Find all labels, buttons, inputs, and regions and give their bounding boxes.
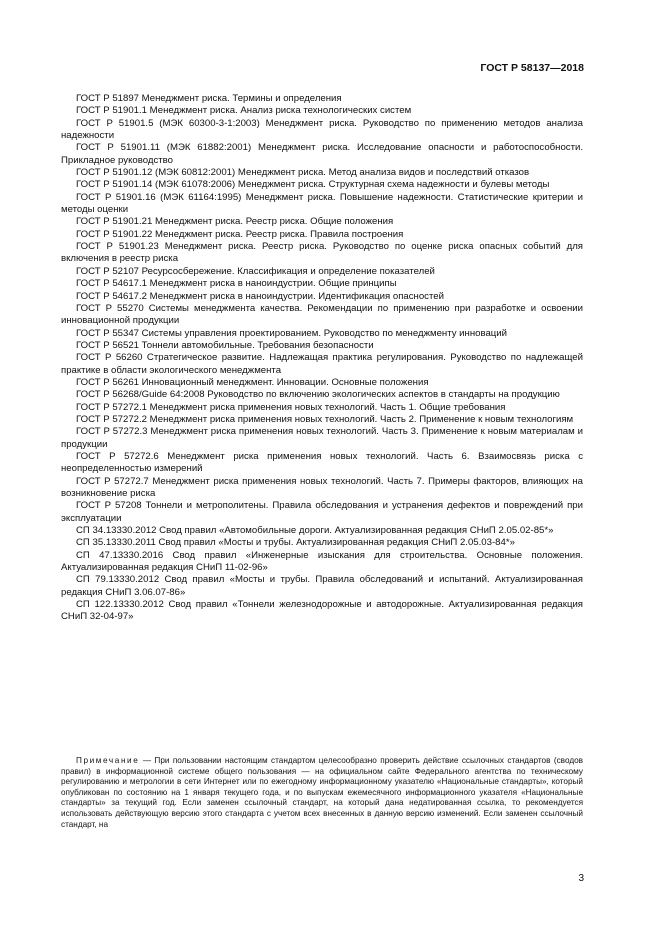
reference-item: СП 122.13330.2012 Свод правил «Тоннели железнодорожные и автодорожные. Актуализированная редакция СНиП 32-04-97» xyxy=(61,599,583,623)
reference-item: ГОСТ Р 51901.12 (МЭК 60812:2001) Менеджмент риска. Метод анализа видов и последствий отказов xyxy=(76,167,530,179)
reference-item: ГОСТ Р 51901.16 (МЭК 61164:1995) Менеджмент риска. Повышение надежности. Статистические критерии и методы оценки xyxy=(61,191,583,216)
reference-item: ГОСТ Р 57272.1 Менеджмент риска применения новых технологий. Часть 1. Общие требования xyxy=(76,401,506,413)
page-number: 3 xyxy=(578,873,584,884)
reference-item: ГОСТ Р 51901.14 (МЭК 61078:2006) Менеджмент риска. Структурная схема надежности и булевы методы xyxy=(76,179,550,191)
reference-item: СП 35.13330.2011 Свод правил «Мосты и трубы. Актуализированная редакция СНиП 2.05.03-84*» xyxy=(76,537,515,549)
reference-item: ГОСТ Р 52107 Ресурсосбережение. Классификация и определение показателей xyxy=(76,265,435,277)
normative-references-list xyxy=(61,93,583,624)
reference-item: ГОСТ Р 55270 Системы менеджмента качества. Рекомендации по применению при разработке и освоении инновационной продукции xyxy=(61,302,583,327)
reference-item: ГОСТ Р 55347 Системы управления проектированием. Руководство по менеджменту инноваций xyxy=(76,327,508,339)
document-number: ГОСТ Р 58137—2018 xyxy=(480,62,584,74)
reference-item: ГОСТ Р 51901.23 Менеджмент риска. Реестр риска. Руководство по оценке риска опасных событий для включения в реестр риска xyxy=(61,241,583,265)
reference-item: ГОСТ Р 54617.2 Менеджмент риска в наноиндустрии. Идентификация опасностей xyxy=(76,290,444,302)
reference-item: ГОСТ Р 51901.11 (МЭК 61882:2001) Менеджмент риска. Исследование опасности и работоспособности. Прикладное руководство xyxy=(61,142,583,166)
reference-item: СП 79.13330.2012 Свод правил «Мосты и трубы. Правила обследований и испытаний. Актуализированная редакция СНиП 3.06.07-86» xyxy=(61,574,583,598)
reference-item: СП 34.13330.2012 Свод правил «Автомобильные дороги. Актуализированная редакция СНиП 2.05.02-85*» xyxy=(76,525,554,537)
reference-item: ГОСТ Р 51901.1 Менеджмент риска. Анализ риска технологических систем xyxy=(76,105,412,117)
reference-item: ГОСТ Р 51897 Менеджмент риска. Термины и определения xyxy=(76,93,342,104)
note-label: Примечание xyxy=(76,756,140,765)
note-paragraph xyxy=(61,756,583,830)
note-text: — При пользовании настоящим стандартом целесообразно проверить действие ссылочных стандартов (сводов правил) в информационной системе общего пользования — на официальном сайте Федерального агентства по техническому регулированию и метрологии в сети Интернет или по ежегодному информационному указателю «Национальные стандарты», который опубликован по состоянию на 1 января текущего года, и по выпускам ежемесячного информационного указателя «Национальные стандарты» за текущий год. Если заменен ссылочный стандарт, на который дана недатированная ссылка, то рекомендуется использовать действующую версию этого стандарта с учетом всех внесенных в данную версию изменений. Если заменен ссылочный стандарт, на xyxy=(61,756,583,829)
reference-item: ГОСТ Р 57272.7 Менеджмент риска применения новых технологий. Часть 7. Примеры факторов, влияющих на возникновение риска xyxy=(61,475,583,499)
reference-item: ГОСТ Р 57272.2 Менеджмент риска применения новых технологий. Часть 2. Применение к новым технологиям xyxy=(76,413,574,425)
reference-item: ГОСТ Р 57272.3 Менеджмент риска применения новых технологий. Часть 3. Применение к новым материалам и продукции xyxy=(61,426,583,450)
reference-item: ГОСТ Р 51901.22 Менеджмент риска. Реестр риска. Правила построения xyxy=(76,228,404,240)
reference-item: ГОСТ Р 56260 Стратегическое развитие. Надлежащая практика регулирования. Руководство по надлежащей практике в области экологического менеджмента xyxy=(61,352,583,376)
reference-item: ГОСТ Р 57272.6 Менеджмент риска применения новых технологий. Часть 6. Взаимосвязь риска с неопределенностью измерений xyxy=(61,450,583,475)
reference-item: ГОСТ Р 57208 Тоннели и метрополитены. Правила обследования и устранения дефектов и повреждений при эксплуатации xyxy=(61,500,583,524)
reference-item: ГОСТ Р 56268/Guide 64:2008 Руководство по включению экологических аспектов в стандарты на продукцию xyxy=(76,389,560,401)
reference-item: ГОСТ Р 51901.21 Менеджмент риска. Реестр риска. Общие положения xyxy=(76,216,394,228)
reference-item: ГОСТ Р 56261 Инновационный менеджмент. Инновации. Основные положения xyxy=(76,376,429,388)
reference-item: ГОСТ Р 56521 Тоннели автомобильные. Требования безопасности xyxy=(76,339,374,351)
reference-item: ГОСТ Р 54617.1 Менеджмент риска в наноиндустрии. Общие принципы xyxy=(76,278,397,290)
reference-item: ГОСТ Р 51901.5 (МЭК 60300-3-1:2003) Менеджмент риска. Руководство по применению методов анализа надежности xyxy=(61,117,583,142)
reference-item: СП 47.13330.2016 Свод правил «Инженерные изыскания для строительства. Основные положения. Актуализированная редакция СНиП 11-02-96» xyxy=(61,549,583,574)
